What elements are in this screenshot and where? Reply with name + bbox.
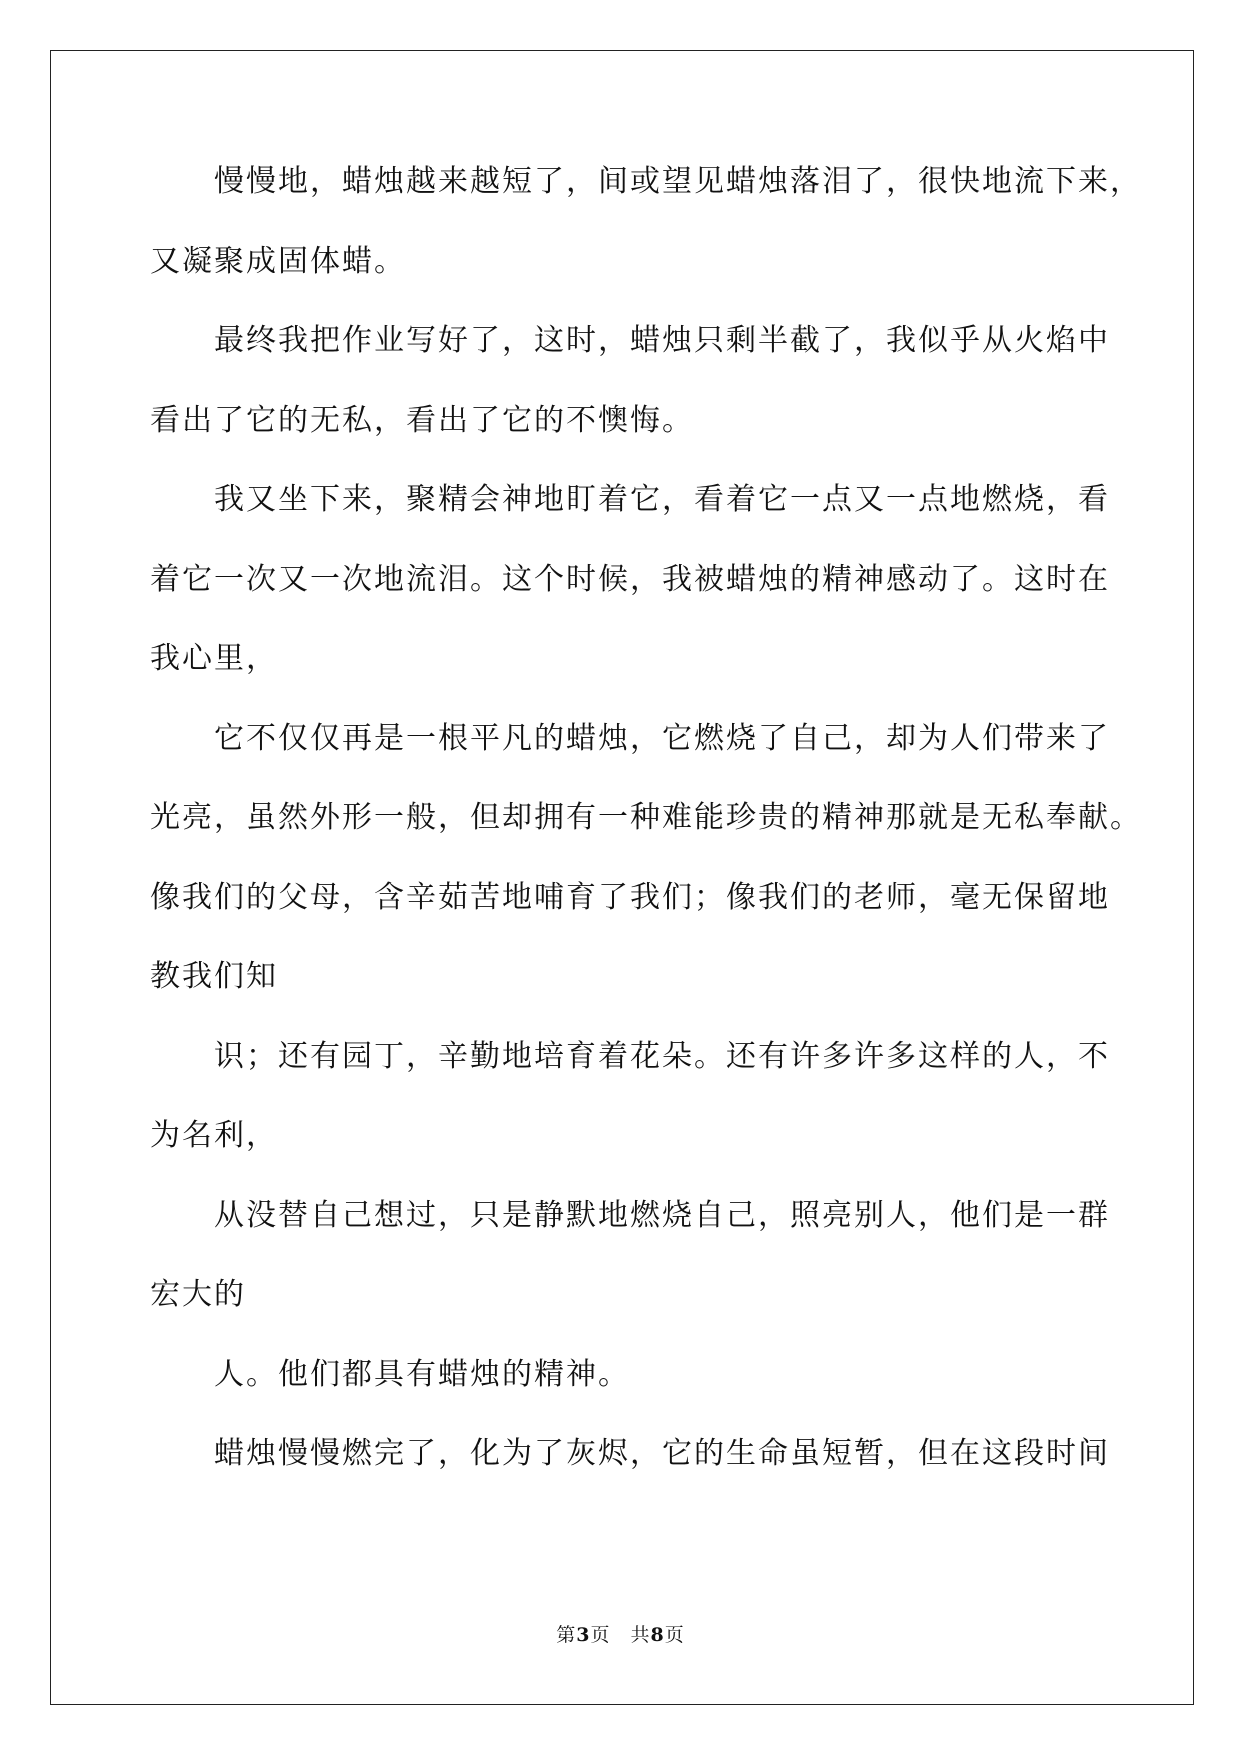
- text-line: 教我们知: [150, 959, 278, 994]
- text-line: 人。他们都具有蜡烛的精神。: [214, 1356, 630, 1392]
- page-suffix: 页: [664, 1624, 685, 1646]
- page-prefix: 第: [556, 1624, 577, 1646]
- text-line: 它不仅仅再是一根平凡的蜡烛，它燃烧了自己，却为人们带来了: [214, 720, 1110, 756]
- page-mid-text: 页 共: [590, 1624, 651, 1646]
- text-line: 光亮，虽然外形一般，但却拥有一种难能珍贵的精神那就是无私奉献。: [150, 800, 1142, 835]
- text-line: 像我们的父母，含辛茹苦地哺育了我们；像我们的老师，毫无保留地: [150, 879, 1110, 915]
- page-number-footer: [0, 1620, 1241, 1647]
- text-line: 识；还有园丁，辛勤地培育着花朵。还有许多许多这样的人，不: [214, 1038, 1110, 1074]
- text-line: 着它一次又一次地流泪。这个时候，我被蜡烛的精神感动了。这时在: [150, 561, 1110, 597]
- text-line: 又凝聚成固体蜡。: [150, 243, 406, 279]
- current-page-number: 3: [576, 1624, 591, 1646]
- text-line: 从没替自己想过，只是静默地燃烧自己，照亮别人，他们是一群: [214, 1197, 1110, 1233]
- text-line: 最终我把作业写好了，这时，蜡烛只剩半截了，我似乎从火焰中: [214, 323, 1110, 358]
- text-line: 我又坐下来，聚精会神地盯着它，看着它一点又一点地燃烧，看: [214, 482, 1110, 517]
- text-line: 看出了它的无私，看出了它的不懊悔。: [150, 402, 694, 438]
- text-line: 宏大的: [150, 1277, 246, 1312]
- total-pages-number: 8: [650, 1624, 665, 1646]
- document-body: [150, 160, 1142, 1512]
- text-line: 蜡烛慢慢燃完了，化为了灰烬，它的生命虽短暂，但在这段时间: [214, 1436, 1110, 1471]
- text-line: 我心里，: [150, 641, 278, 676]
- text-line: 为名利，: [150, 1118, 278, 1153]
- text-line: 慢慢地，蜡烛越来越短了，间或望见蜡烛落泪了，很快地流下来，: [214, 164, 1142, 199]
